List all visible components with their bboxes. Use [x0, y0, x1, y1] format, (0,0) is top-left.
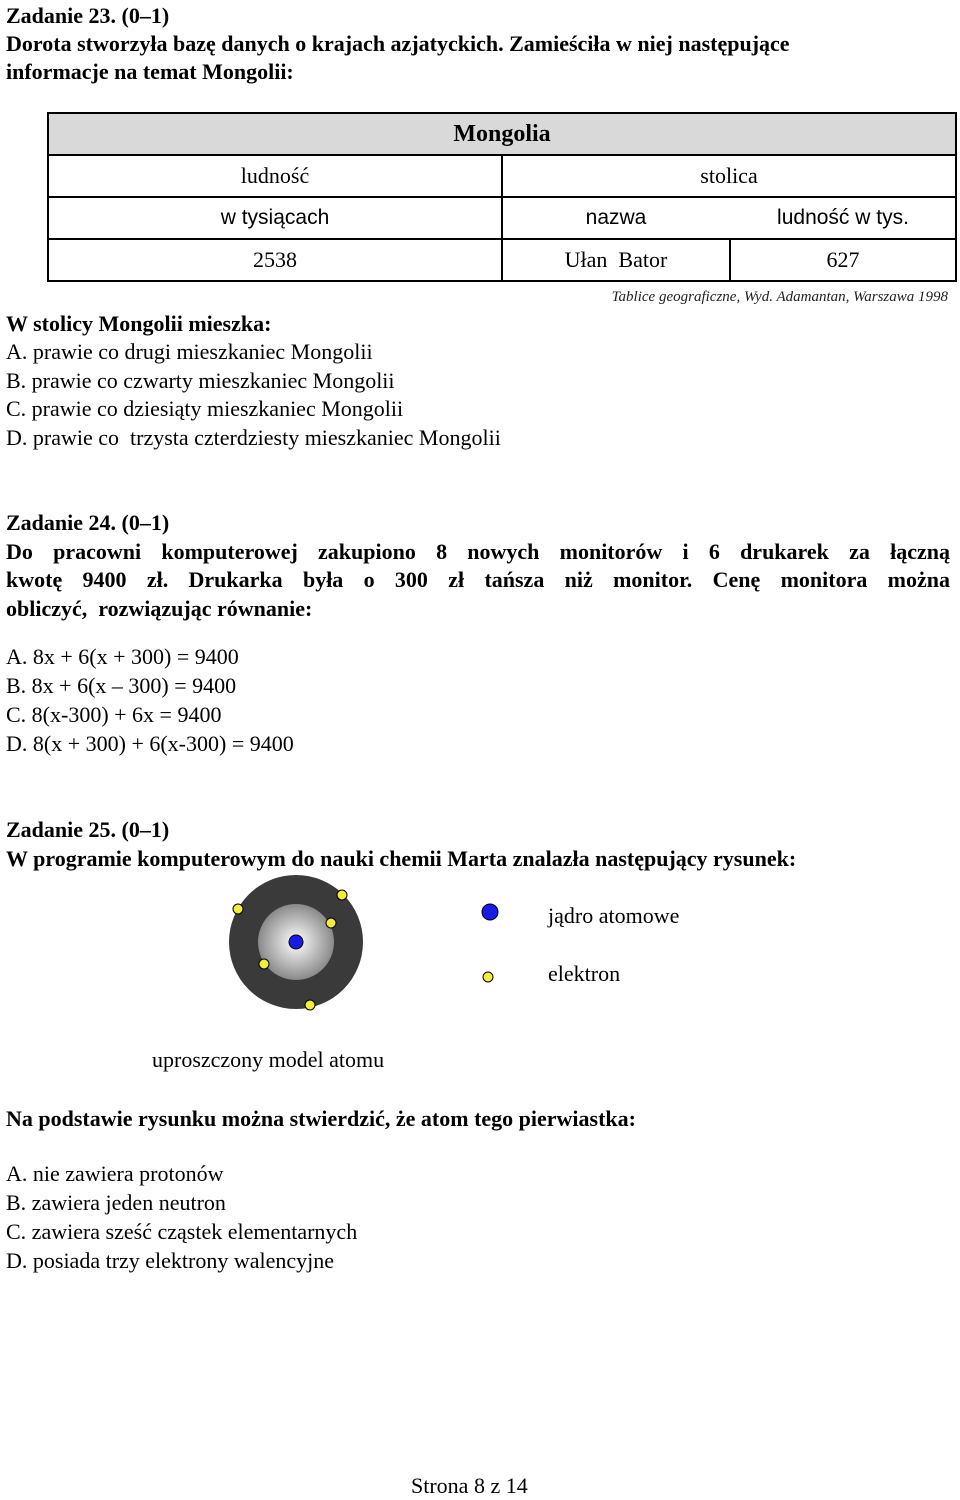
task25-option-b: B. zawiera jeden neutron [6, 1190, 226, 1215]
task24-heading: Zadanie 24. (0–1) [6, 510, 170, 535]
electron-dot [233, 904, 243, 914]
task23-heading: Zadanie 23. (0–1) [6, 3, 170, 28]
nucleus-dot [289, 935, 303, 949]
mongolia-table [47, 112, 957, 282]
task23-option-c: C. prawie co dziesiąty mieszkaniec Mongolii [6, 396, 404, 421]
task25-question: Na podstawie rysunku można stwierdzić, że atom tego pierwiastka: [6, 1106, 636, 1131]
legend-electron-icon [483, 972, 493, 982]
task24-text-line3: obliczyć, rozwiązując równanie: [6, 596, 313, 621]
task25-option-c: C. zawiera sześć cząstek elementarnych [6, 1219, 358, 1244]
task24-option-a: A. 8x + 6(x + 300) = 9400 [6, 644, 239, 669]
val-population: 2538 [253, 247, 297, 272]
task23-option-a: A. prawie co drugi mieszkaniec Mongolii [6, 339, 373, 364]
table-source: Tablice geograficzne, Wyd. Adamantan, Warszawa 1998 [611, 289, 948, 305]
atom-figure [0, 860, 960, 1030]
electron-dot [326, 918, 336, 928]
task23-intro-line2: informacje na temat Mongolii: [6, 59, 294, 84]
col-population-header: ludność [240, 163, 310, 188]
task24-option-b: B. 8x + 6(x – 300) = 9400 [6, 673, 237, 698]
sub-name: nazwa [585, 206, 647, 229]
task25-heading: Zadanie 25. (0–1) [6, 817, 170, 842]
electron-dot [259, 959, 269, 969]
table-title-row [49, 114, 955, 154]
task25-option-a: A. nie zawiera protonów [6, 1161, 224, 1186]
task25-option-d: D. posiada trzy elektrony walencyjne [6, 1248, 335, 1273]
sub-thousands: w tysiącach [220, 206, 330, 229]
task24-text-line2: kwotę 9400 zł. Drukarka była o 300 zł tańsza niż monitor. Cenę monitora można [6, 567, 950, 592]
figure-caption: uproszczony model atomu [152, 1047, 385, 1072]
legend-nucleus-icon [482, 904, 498, 920]
col-capital-header: stolica [700, 163, 758, 188]
task23-intro-line1: Dorota stworzyła bazę danych o krajach azjatyckich. Zamieściła w niej następujące [6, 31, 790, 56]
electron-dot [337, 890, 347, 900]
task23-option-b: B. prawie co czwarty mieszkaniec Mongolii [6, 368, 395, 393]
task23-question: W stolicy Mongolii mieszka: [6, 311, 272, 336]
legend-electron-label: elektron [548, 961, 621, 986]
task24-text-line1: Do pracowni komputerowej zakupiono 8 nowych monitorów i 6 drukarek za łączną [6, 539, 950, 564]
task24-option-c: C. 8(x-300) + 6x = 9400 [6, 702, 222, 727]
task24-option-d: D. 8(x + 300) + 6(x-300) = 9400 [6, 731, 294, 756]
electron-dot [305, 1000, 315, 1010]
task25-intro: W programie komputerowym do nauki chemii Marta znalazła następujący rysunek: [6, 846, 797, 871]
sub-capital-population: ludność w tys. [777, 206, 909, 229]
page-number: Strona 8 z 14 [411, 1473, 528, 1498]
val-capital-name: Ułan Bator [564, 247, 668, 272]
task23-option-d: D. prawie co trzysta czterdziesty mieszkaniec Mongolii [6, 425, 501, 450]
table-title: Mongolia [453, 120, 551, 147]
val-capital-population: 627 [826, 247, 860, 272]
legend-nucleus-label: jądro atomowe [548, 903, 680, 928]
